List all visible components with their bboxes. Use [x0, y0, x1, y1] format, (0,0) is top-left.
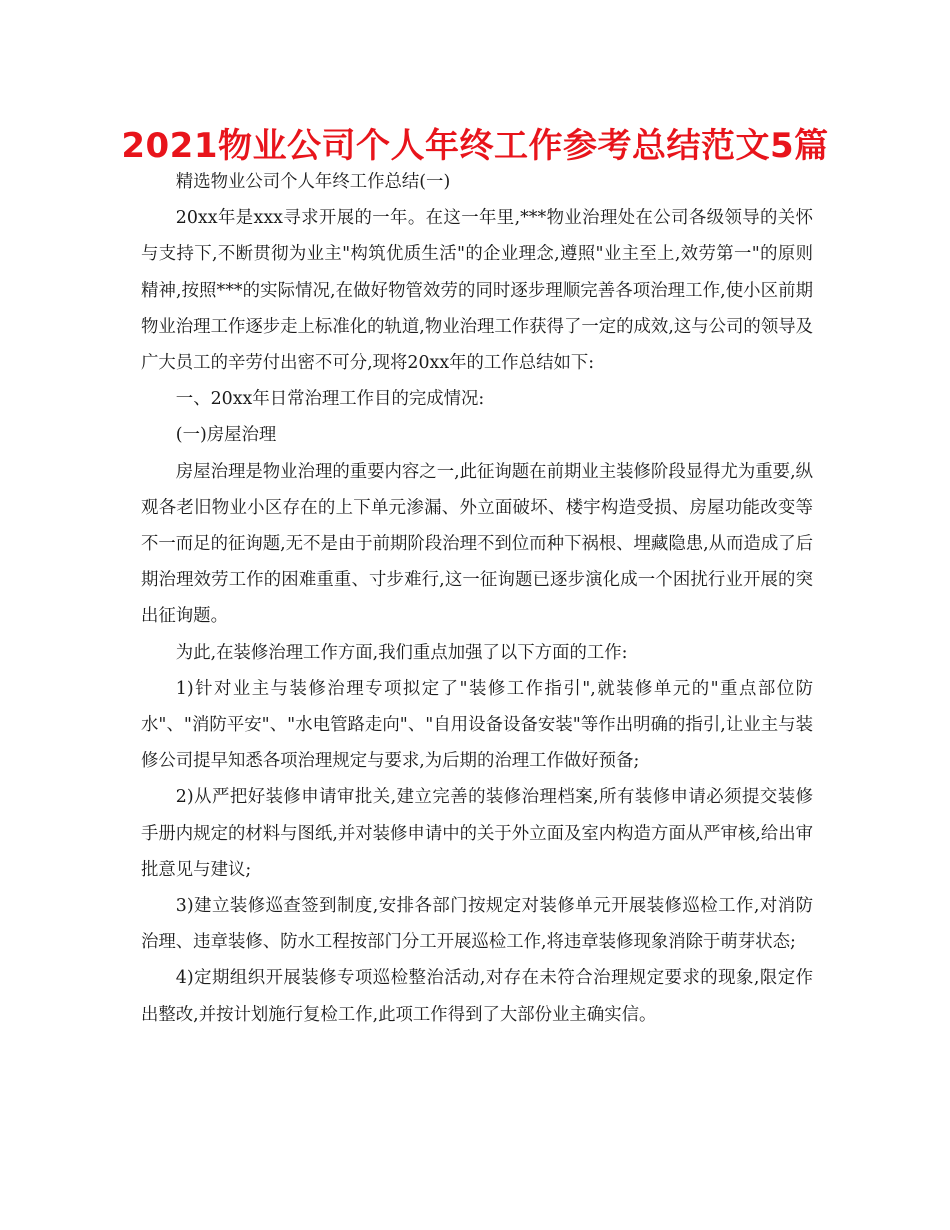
- list-item: 4)定期组织开展装修专项巡检整治活动,对存在未符合治理规定要求的现象,限定作出整改,并按计划施行复检工作,此项工作得到了大部份业主确实信。: [141, 968, 813, 1025]
- document-title: 2021物业公司个人年终工作参考总结范文5篇: [121, 126, 829, 166]
- list-item: 2)从严把好装修申请审批关,建立完善的装修治理档案,所有装修申请必须提交装修手册内规定的材料与图纸,并对装修申请中的关于外立面及室内构造方面从严审核,给出审批意见与建议;: [141, 787, 813, 880]
- section-heading: 一、20xx年日常治理工作目的完成情况:: [175, 389, 485, 410]
- paragraph: 20xx年是xxx寻求开展的一年。在这一年里,***物业治理处在公司各级领导的关怀与支持下,不断贯彻为业主"构筑优质生活"的企业理念,遵照"业主至上,效劳第一"的原则精神,按照***的实际情况,在做好物管效劳的同时逐步理顺完善各项治理工作,使小区前期物业治理工作逐步走上标准化的轨道,物业治理工作获得了一定的成效,这与公司的领导及广大员工的辛劳付出密不可分,现将20xx年的工作总结如下:: [141, 208, 813, 374]
- list-item: 3)建立装修巡查签到制度,安排各部门按规定对装修单元开展装修巡检工作,对消防治理、违章装修、防水工程按部门分工开展巡检工作,将违章装修现象消除于萌芽状态;: [141, 896, 813, 953]
- paragraph: 为此,在装修治理工作方面,我们重点加强了以下方面的工作:: [175, 642, 628, 663]
- paragraph: 房屋治理是物业治理的重要内容之一,此征询题在前期业主装修阶段显得尤为重要,纵观各老旧物业小区存在的上下单元渗漏、外立面破坏、楼宇构造受损、房屋功能改变等不一而足的征询题,无不是由于前期阶段治理不到位而种下祸根、埋藏隐患,从而造成了后期治理效劳工作的困难重重、寸步难行,这一征询题已逐步演化成一个困扰行业开展的突出征询题。: [141, 461, 813, 627]
- subsection-heading: (一)房屋治理: [175, 425, 277, 446]
- list-item: 1)针对业主与装修治理专项拟定了"装修工作指引",就装修单元的"重点部位防水"、"消防平安"、"水电管路走向"、"自用设备设备安装"等作出明确的指引,让业主与装修公司提早知悉各项治理规定与要求,为后期的治理工作做好预备;: [141, 678, 813, 772]
- section-heading: 精选物业公司个人年终工作总结(一): [175, 172, 451, 192]
- document-body: [141, 164, 813, 1033]
